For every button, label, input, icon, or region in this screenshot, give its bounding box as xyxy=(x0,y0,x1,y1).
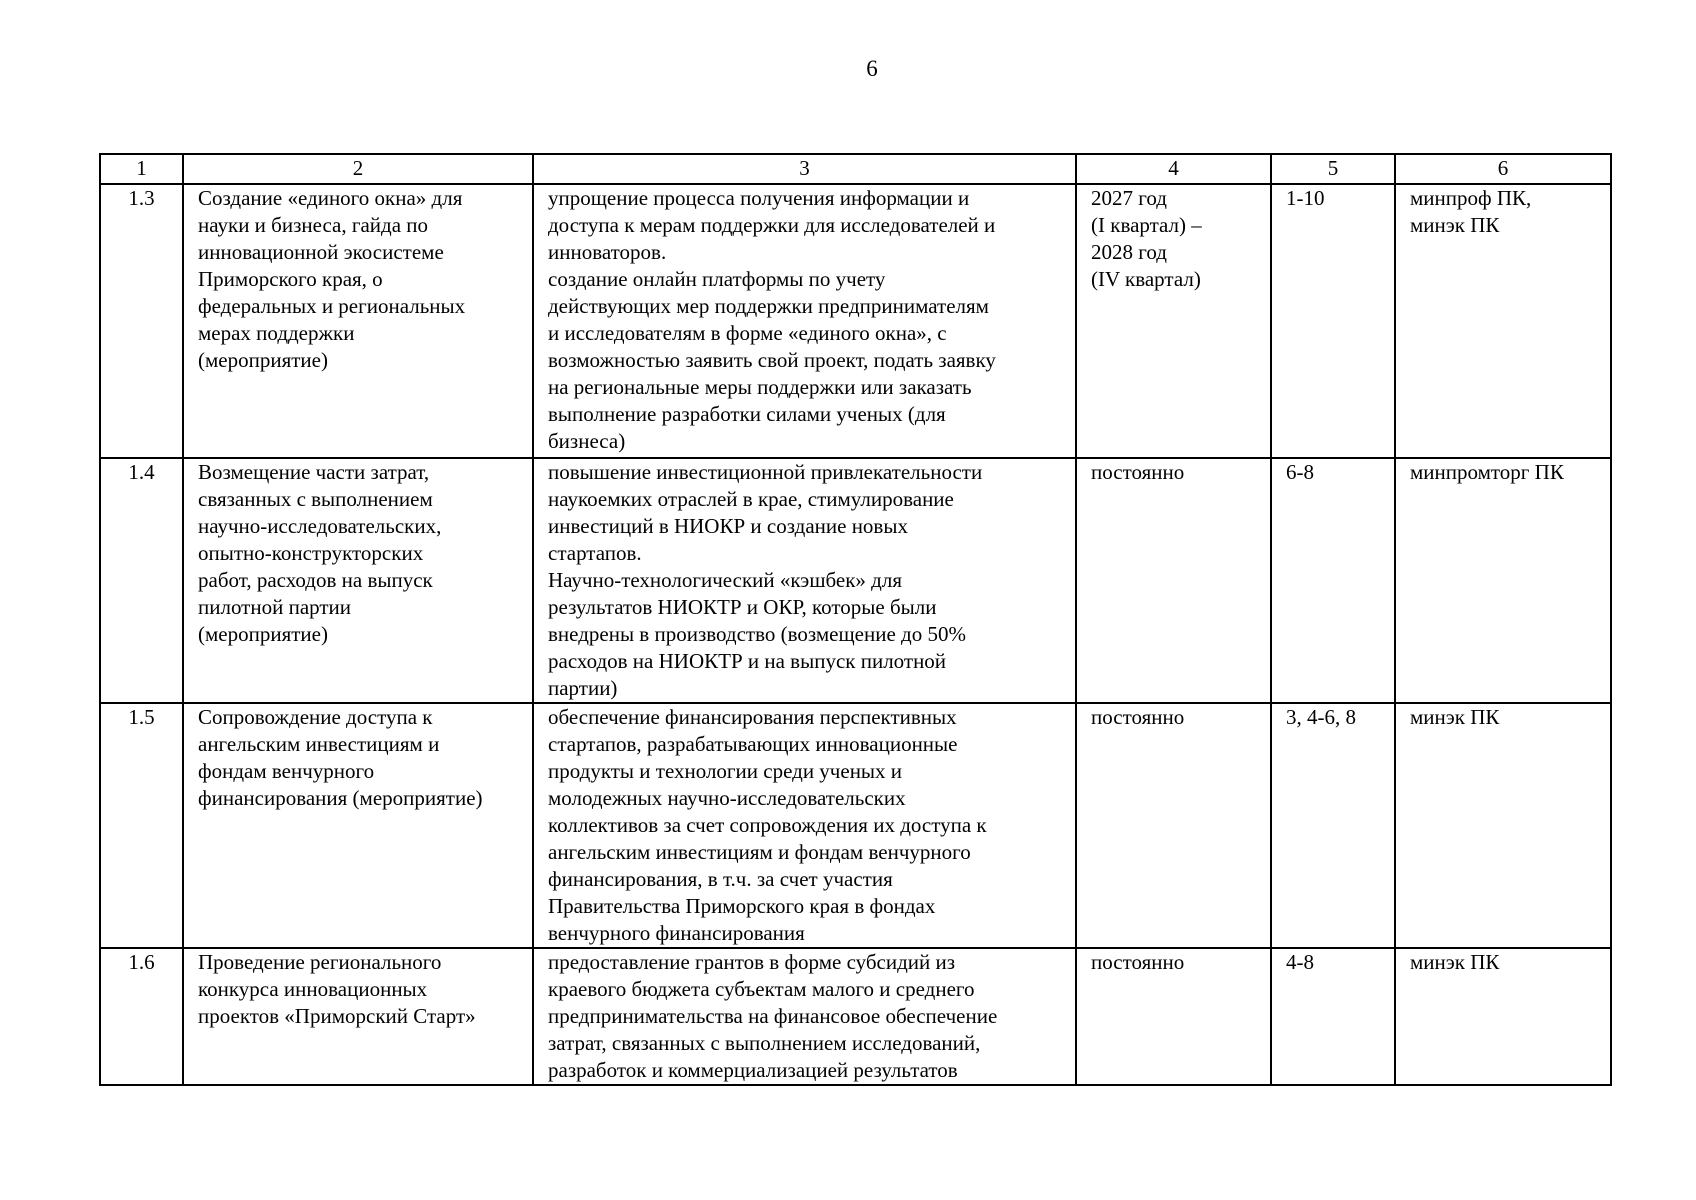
measure-description xyxy=(533,948,1076,1085)
header-col-5: 5 xyxy=(1271,154,1395,184)
measure-responsible xyxy=(1395,948,1611,1085)
description-line: партии) xyxy=(548,676,618,700)
measure-name-line: мерах поддержки xyxy=(198,321,355,345)
description-line: упрощение процесса получения информации и xyxy=(548,186,970,210)
measure-name-line: работ, расходов на выпуск xyxy=(198,568,433,592)
description-line: стартапов. xyxy=(548,541,642,565)
measure-term xyxy=(1076,184,1271,458)
term-line: (I квартал) – xyxy=(1091,213,1202,237)
description-line: обеспечение финансирования перспективных xyxy=(548,705,957,729)
measure-name-line: научно-исследовательских, xyxy=(198,514,442,538)
row-number: 1.3 xyxy=(100,184,183,458)
description-line: молодежных научно-исследовательских xyxy=(548,786,906,810)
description-line: действующих мер поддержки предпринимателям xyxy=(548,294,989,318)
header-col-2: 2 xyxy=(183,154,533,184)
measure-indicators: 4-8 xyxy=(1271,948,1395,1085)
row-number: 1.5 xyxy=(100,703,183,948)
responsible-line: минэк ПК xyxy=(1410,705,1500,729)
measure-responsible xyxy=(1395,184,1611,458)
row-number: 1.6 xyxy=(100,948,183,1085)
row-number: 1.4 xyxy=(100,458,183,703)
measure-name xyxy=(183,458,533,703)
measure-name-line: Создание «единого окна» для xyxy=(198,186,463,210)
description-line: краевого бюджета субъектам малого и среднего xyxy=(548,977,975,1001)
responsible-line: минпромторг ПК xyxy=(1410,460,1564,484)
description-line: продукты и технологии среди ученых и xyxy=(548,759,903,783)
measure-name-line: науки и бизнеса, гайда по xyxy=(198,213,429,237)
measure-indicators: 3, 4-6, 8 xyxy=(1271,703,1395,948)
measure-name xyxy=(183,948,533,1085)
description-line: коллективов за счет сопровождения их доступа к xyxy=(548,813,987,837)
measure-name-line: Приморского края, о xyxy=(198,267,383,291)
term-line: постоянно xyxy=(1091,950,1185,974)
measure-name-line: инновационной экосистеме xyxy=(198,240,444,264)
description-line: на региональные меры поддержки или заказать xyxy=(548,375,972,399)
header-col-6: 6 xyxy=(1395,154,1611,184)
description-line: финансирования, в т.ч. за счет участия xyxy=(548,867,893,891)
measure-name-line: финансирования (мероприятие) xyxy=(198,786,483,810)
responsible-line: минэк ПК xyxy=(1410,950,1500,974)
responsible-line: минпроф ПК, xyxy=(1410,186,1532,210)
description-line: предоставление грантов в форме субсидий из xyxy=(548,950,956,974)
table-header-row xyxy=(100,154,1611,184)
measure-name-line: ангельским инвестициям и xyxy=(198,732,440,756)
description-line: инвестиций в НИОКР и создание новых xyxy=(548,514,908,538)
measure-name-line: (мероприятие) xyxy=(198,348,328,372)
measure-name-line: (мероприятие) xyxy=(198,622,328,646)
table-row xyxy=(100,458,1611,703)
measure-responsible xyxy=(1395,703,1611,948)
description-line: разработок и коммерциализацией результатов xyxy=(548,1058,958,1082)
description-line: результатов НИОКТР и ОКР, которые были xyxy=(548,595,937,619)
measure-description xyxy=(533,458,1076,703)
measure-name-line: Возмещение части затрат, xyxy=(198,460,430,484)
measure-name-line: опытно-конструкторских xyxy=(198,541,424,565)
description-line: создание онлайн платформы по учету xyxy=(548,267,886,291)
description-line: Научно-технологический «кэшбек» для xyxy=(548,568,902,592)
term-line: (IV квартал) xyxy=(1091,267,1201,291)
measure-description xyxy=(533,184,1076,458)
measure-description xyxy=(533,703,1076,948)
measure-responsible xyxy=(1395,458,1611,703)
table-row xyxy=(100,703,1611,948)
description-line: ангельским инвестициям и фондам венчурного xyxy=(548,840,971,864)
header-col-3: 3 xyxy=(533,154,1076,184)
measure-term xyxy=(1076,703,1271,948)
description-line: бизнеса) xyxy=(548,429,626,453)
table-row xyxy=(100,184,1611,458)
description-line: Правительства Приморского края в фондах xyxy=(548,894,936,918)
description-line: венчурного финансирования xyxy=(548,921,805,945)
term-line: постоянно xyxy=(1091,705,1185,729)
term-line: постоянно xyxy=(1091,460,1185,484)
measure-name-line: проектов «Приморский Старт» xyxy=(198,1004,476,1028)
measure-name-line: фондам венчурного xyxy=(198,759,375,783)
description-line: стартапов, разрабатывающих инновационные xyxy=(548,732,958,756)
description-line: повышение инвестиционной привлекательности xyxy=(548,460,983,484)
header-col-4: 4 xyxy=(1076,154,1271,184)
description-line: расходов на НИОКТР и на выпуск пилотной xyxy=(548,649,947,673)
measure-name-line: конкурса инновационных xyxy=(198,977,428,1001)
measure-name xyxy=(183,703,533,948)
table-row xyxy=(100,948,1611,1085)
measure-indicators: 6-8 xyxy=(1271,458,1395,703)
page-number: 6 xyxy=(866,56,878,81)
measure-term xyxy=(1076,458,1271,703)
measure-name xyxy=(183,184,533,458)
term-line: 2028 год xyxy=(1091,240,1167,264)
measure-name-line: Сопровождение доступа к xyxy=(198,705,433,729)
description-line: затрат, связанных с выполнением исследований, xyxy=(548,1031,981,1055)
description-line: инноваторов. xyxy=(548,240,667,264)
measure-term xyxy=(1076,948,1271,1085)
description-line: доступа к мерам поддержки для исследователей и xyxy=(548,213,996,237)
description-line: возможностью заявить свой проект, подать заявку xyxy=(548,348,996,372)
description-line: предпринимательства на финансовое обеспечение xyxy=(548,1004,998,1028)
term-line: 2027 год xyxy=(1091,186,1167,210)
measures-table xyxy=(99,153,1612,1086)
description-line: наукоемких отраслей в крае, стимулирование xyxy=(548,487,954,511)
measure-name-line: Проведение регионального xyxy=(198,950,442,974)
responsible-line: минэк ПК xyxy=(1410,213,1500,237)
description-line: и исследователям в форме «единого окна», с xyxy=(548,321,947,345)
measure-name-line: пилотной партии xyxy=(198,595,352,619)
measure-indicators: 1-10 xyxy=(1271,184,1395,458)
description-line: выполнение разработки силами ученых (для xyxy=(548,402,946,426)
description-line: внедрены в производство (возмещение до 50% xyxy=(548,622,966,646)
measure-name-line: связанных с выполнением xyxy=(198,487,433,511)
measure-name-line: федеральных и региональных xyxy=(198,294,466,318)
header-col-1: 1 xyxy=(100,154,183,184)
